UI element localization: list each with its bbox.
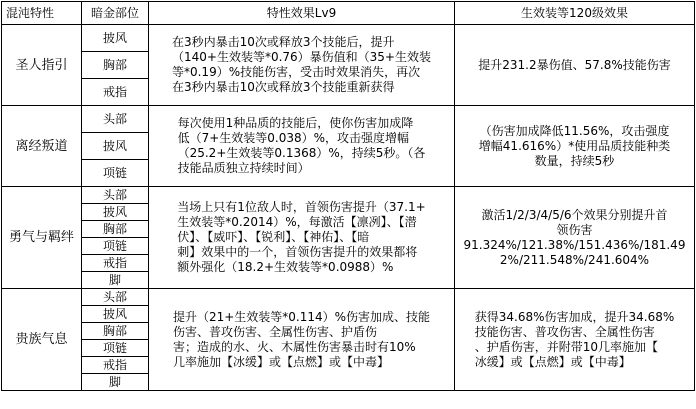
lv120-cell (455, 187, 695, 289)
effect-line: 等*0.19）%技能伤害，受击时效果消失，再次 (171, 65, 421, 79)
effect-line: 刺】效果中的一个，首领伤害提升的效果都将 (177, 245, 418, 259)
effect-cell (149, 289, 455, 391)
lv120-line: 获得34.68%伤害加成，提升34.68% (474, 309, 675, 324)
part-cell: 头部 (82, 289, 149, 306)
part-cell: 头部 (82, 187, 149, 204)
effect-line: （25.2+生效装等0.1368）%，持续5秒。（各 (177, 146, 426, 160)
effect-cell (149, 25, 455, 106)
table-row (2, 289, 695, 306)
lv120-cell (455, 106, 695, 187)
part-cell: 披风 (82, 306, 149, 323)
effect-line: 每次使用1种品质的技能后，使你伤害加成降 (177, 116, 414, 130)
effect-line: 伤害、普攻伤害、全属性伤害、护盾伤 (172, 324, 377, 339)
lv120-line: 2%/211.548%/241.604% (499, 252, 650, 267)
lv120-line: 领伤害 (556, 222, 593, 237)
effect-line: 技能品质独立持续时间） (177, 161, 310, 175)
part-cell: 戒指 (82, 357, 149, 374)
part-cell: 胸部 (82, 52, 149, 79)
part-cell: 胸部 (82, 221, 149, 238)
part-cell: 项链 (82, 238, 149, 255)
effect-line: 生效装等*0.2014）%，每激活【凛冽】、【潜 (177, 215, 417, 229)
part-cell: 胸部 (82, 323, 149, 340)
effect-line: （140+生效装等*0.76）暴伤值和（35+生效装 (171, 50, 431, 64)
header-trait: 混沌特性 (2, 2, 82, 25)
effect-line: 几率施加【冰缓】或【点燃】或【中毒】 (172, 354, 389, 369)
lv120-line: 数量，持续5秒 (534, 153, 615, 168)
part-cell: 头部 (82, 106, 149, 133)
effect-line: 提升（21+生效装等*0.114）%伤害加成、技能 (172, 309, 431, 324)
lv120-line: 技能伤害、普攻伤害、全属性伤害 (474, 324, 655, 339)
lv120-line: （伤害加成降低11.56%，攻击强度 (479, 123, 670, 138)
lv120-line: 91.324%/121.38%/151.436%/181.49 (463, 237, 686, 252)
part-cell: 戒指 (82, 79, 149, 106)
effect-line: 当场上只有1位敌人时，首领伤害提升（37.1+ (177, 200, 426, 214)
part-cell: 脚 (82, 374, 149, 391)
effect-line: 额外强化（18.2+生效装等*0.0988）% (177, 260, 394, 274)
trait-name: 圣人指引 (2, 25, 82, 106)
lv120-line: 冰缓】或【点燃】或【中毒】 (474, 354, 631, 369)
trait-name: 贵族气息 (2, 289, 82, 391)
header-effect: 特性效果Lv9 (149, 2, 455, 25)
header-lv120: 生效装等120级效果 (455, 2, 695, 25)
effect-cell (149, 187, 455, 289)
header-row (2, 2, 695, 25)
trait-name: 离经叛道 (2, 106, 82, 187)
effect-line: 在3秒内暴击10次或释放3个技能重新获得 (171, 80, 395, 94)
effect-line: 在3秒内暴击10次或释放3个技能后，提升 (171, 35, 395, 49)
lv120-line: 、护盾伤害，并附带10几率施加【 (474, 339, 659, 354)
effect-line: 伏】、【威吓】、【锐利】、【神佑】、【暗 (177, 230, 370, 244)
part-cell: 项链 (82, 160, 149, 187)
table-row (2, 187, 695, 204)
part-cell: 脚 (82, 272, 149, 289)
lv120-line: 增幅41.616%）*使用品质技能种类 (478, 138, 671, 153)
trait-name: 勇气与羁绊 (2, 187, 82, 289)
part-cell: 披风 (82, 133, 149, 160)
lv120-cell (455, 289, 695, 391)
effect-cell (149, 106, 455, 187)
part-cell: 戒指 (82, 255, 149, 272)
lv120-line: 激活1/2/3/4/5/6个效果分别提升首 (481, 207, 668, 222)
trait-table (1, 1, 695, 391)
effect-line: 低（7+生效装等0.038）%，攻击强度增幅 (177, 131, 410, 145)
part-cell: 项链 (82, 340, 149, 357)
effect-line: 害；造成的水、火、木属性伤害暴击时有10% (172, 339, 416, 354)
lv120-cell (455, 25, 695, 106)
table-row (2, 106, 695, 133)
header-part: 暗金部位 (82, 2, 149, 25)
lv120-line: 提升231.2暴伤值、57.8%技能伤害 (478, 57, 671, 72)
part-cell: 披风 (82, 204, 149, 221)
part-cell: 披风 (82, 25, 149, 52)
table-row (2, 25, 695, 52)
